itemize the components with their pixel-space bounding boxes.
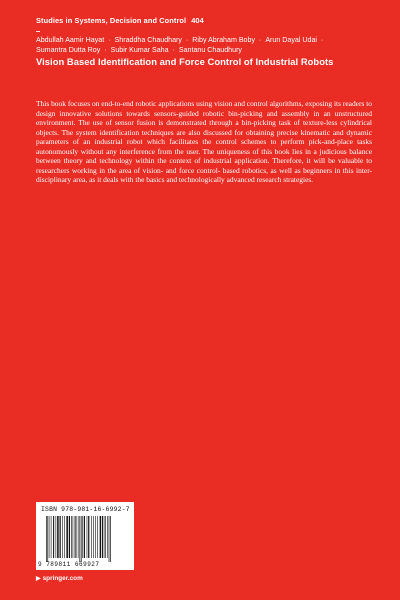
barcode-bar xyxy=(84,516,85,558)
barcode-bar xyxy=(81,516,82,562)
barcode-bar xyxy=(71,516,72,558)
barcode-bar xyxy=(64,516,65,558)
barcode-bar xyxy=(91,516,92,558)
series-line xyxy=(36,16,204,25)
barcode-bar xyxy=(56,516,57,558)
barcode-bar xyxy=(110,516,111,562)
barcode-bar xyxy=(87,516,88,558)
barcode-bar xyxy=(82,516,83,558)
barcode-bar xyxy=(51,516,52,558)
barcode-bar xyxy=(46,516,47,562)
barcode-bar xyxy=(79,516,80,562)
barcode-block xyxy=(36,502,134,570)
barcode-digits: 9 789811 669927 xyxy=(38,561,100,568)
series-volume: 404 xyxy=(191,16,204,25)
author-name: Riby Abraham Boby xyxy=(192,36,255,44)
author-name: Sumantra Dutta Roy xyxy=(36,46,101,55)
barcode-bar xyxy=(60,516,61,558)
book-description: This book focuses on end-to-end robotic applications using vision and control algorithms, exposing its readers to design innovative solutions towards sensors-guided robotic bin-picking and assembly in an unstructured environment. The use of sensor fusion is demonstrated through a bin-picking task of texture-less cylindrical objects. The system identification techniques are also discussed for obtaining precise kinematic and dynamic parameters of an industrial robot which facilitates the control schemes to perform pick-and-place tasks autonomously without any interference from the user. The uniqueness of this book lies in a judicious balance between theory and technology within the context of industrial application. Therefore, it will be valuable to researchers working in the area of vision- and force control- based robotics, as well as beginners in this inter-disciplinary area, as it deals with the basics and technologically advanced research strategies. xyxy=(36,99,372,185)
publisher-website[interactable] xyxy=(36,575,83,582)
author-name: Shraddha Chaudhary xyxy=(114,36,182,44)
author-name: Santanu Chaudhury xyxy=(178,46,242,55)
barcode-bar xyxy=(78,516,79,558)
barcode-bar xyxy=(49,516,50,558)
author-separator: · xyxy=(183,36,191,44)
author-separator: · xyxy=(106,36,113,44)
book-title: Vision Based Identification and Force Control of Industrial Robots xyxy=(36,56,334,67)
right-triangle-icon: ▶ xyxy=(36,576,41,582)
barcode-bar xyxy=(100,516,102,558)
barcode xyxy=(44,516,128,562)
barcode-bar xyxy=(93,516,94,558)
author-separator: · xyxy=(257,36,264,44)
author-separator: · xyxy=(170,46,177,55)
barcode-bar xyxy=(75,516,76,558)
barcode-bar xyxy=(107,516,108,558)
barcode-bar xyxy=(53,516,54,558)
barcode-bar xyxy=(74,516,75,558)
barcode-bar xyxy=(109,516,110,562)
barcode-bar xyxy=(69,516,70,558)
barcode-bar xyxy=(105,516,106,558)
author-separator: · xyxy=(102,46,109,55)
barcode-bar xyxy=(47,516,48,562)
barcode-bar xyxy=(95,516,96,558)
author-name: Arun Dayal Udai xyxy=(265,36,317,44)
barcode-bar xyxy=(88,516,89,558)
website-label: springer.com xyxy=(42,575,83,582)
author-separator: · xyxy=(318,36,324,44)
isbn-label: ISBN 978-981-16-6992-7 xyxy=(41,506,130,513)
barcode-bar xyxy=(66,516,68,558)
author-name: Subir Kumar Saha xyxy=(110,46,169,55)
series-rule xyxy=(36,31,40,32)
barcode-bar xyxy=(62,516,63,558)
barcode-bar xyxy=(57,516,59,558)
barcode-bar xyxy=(102,516,103,558)
barcode-bar xyxy=(97,516,98,558)
author-list xyxy=(36,35,366,55)
series-name: Studies in Systems, Decision and Control xyxy=(36,16,187,25)
author-name: Abdullah Aamir Hayat xyxy=(36,36,105,44)
